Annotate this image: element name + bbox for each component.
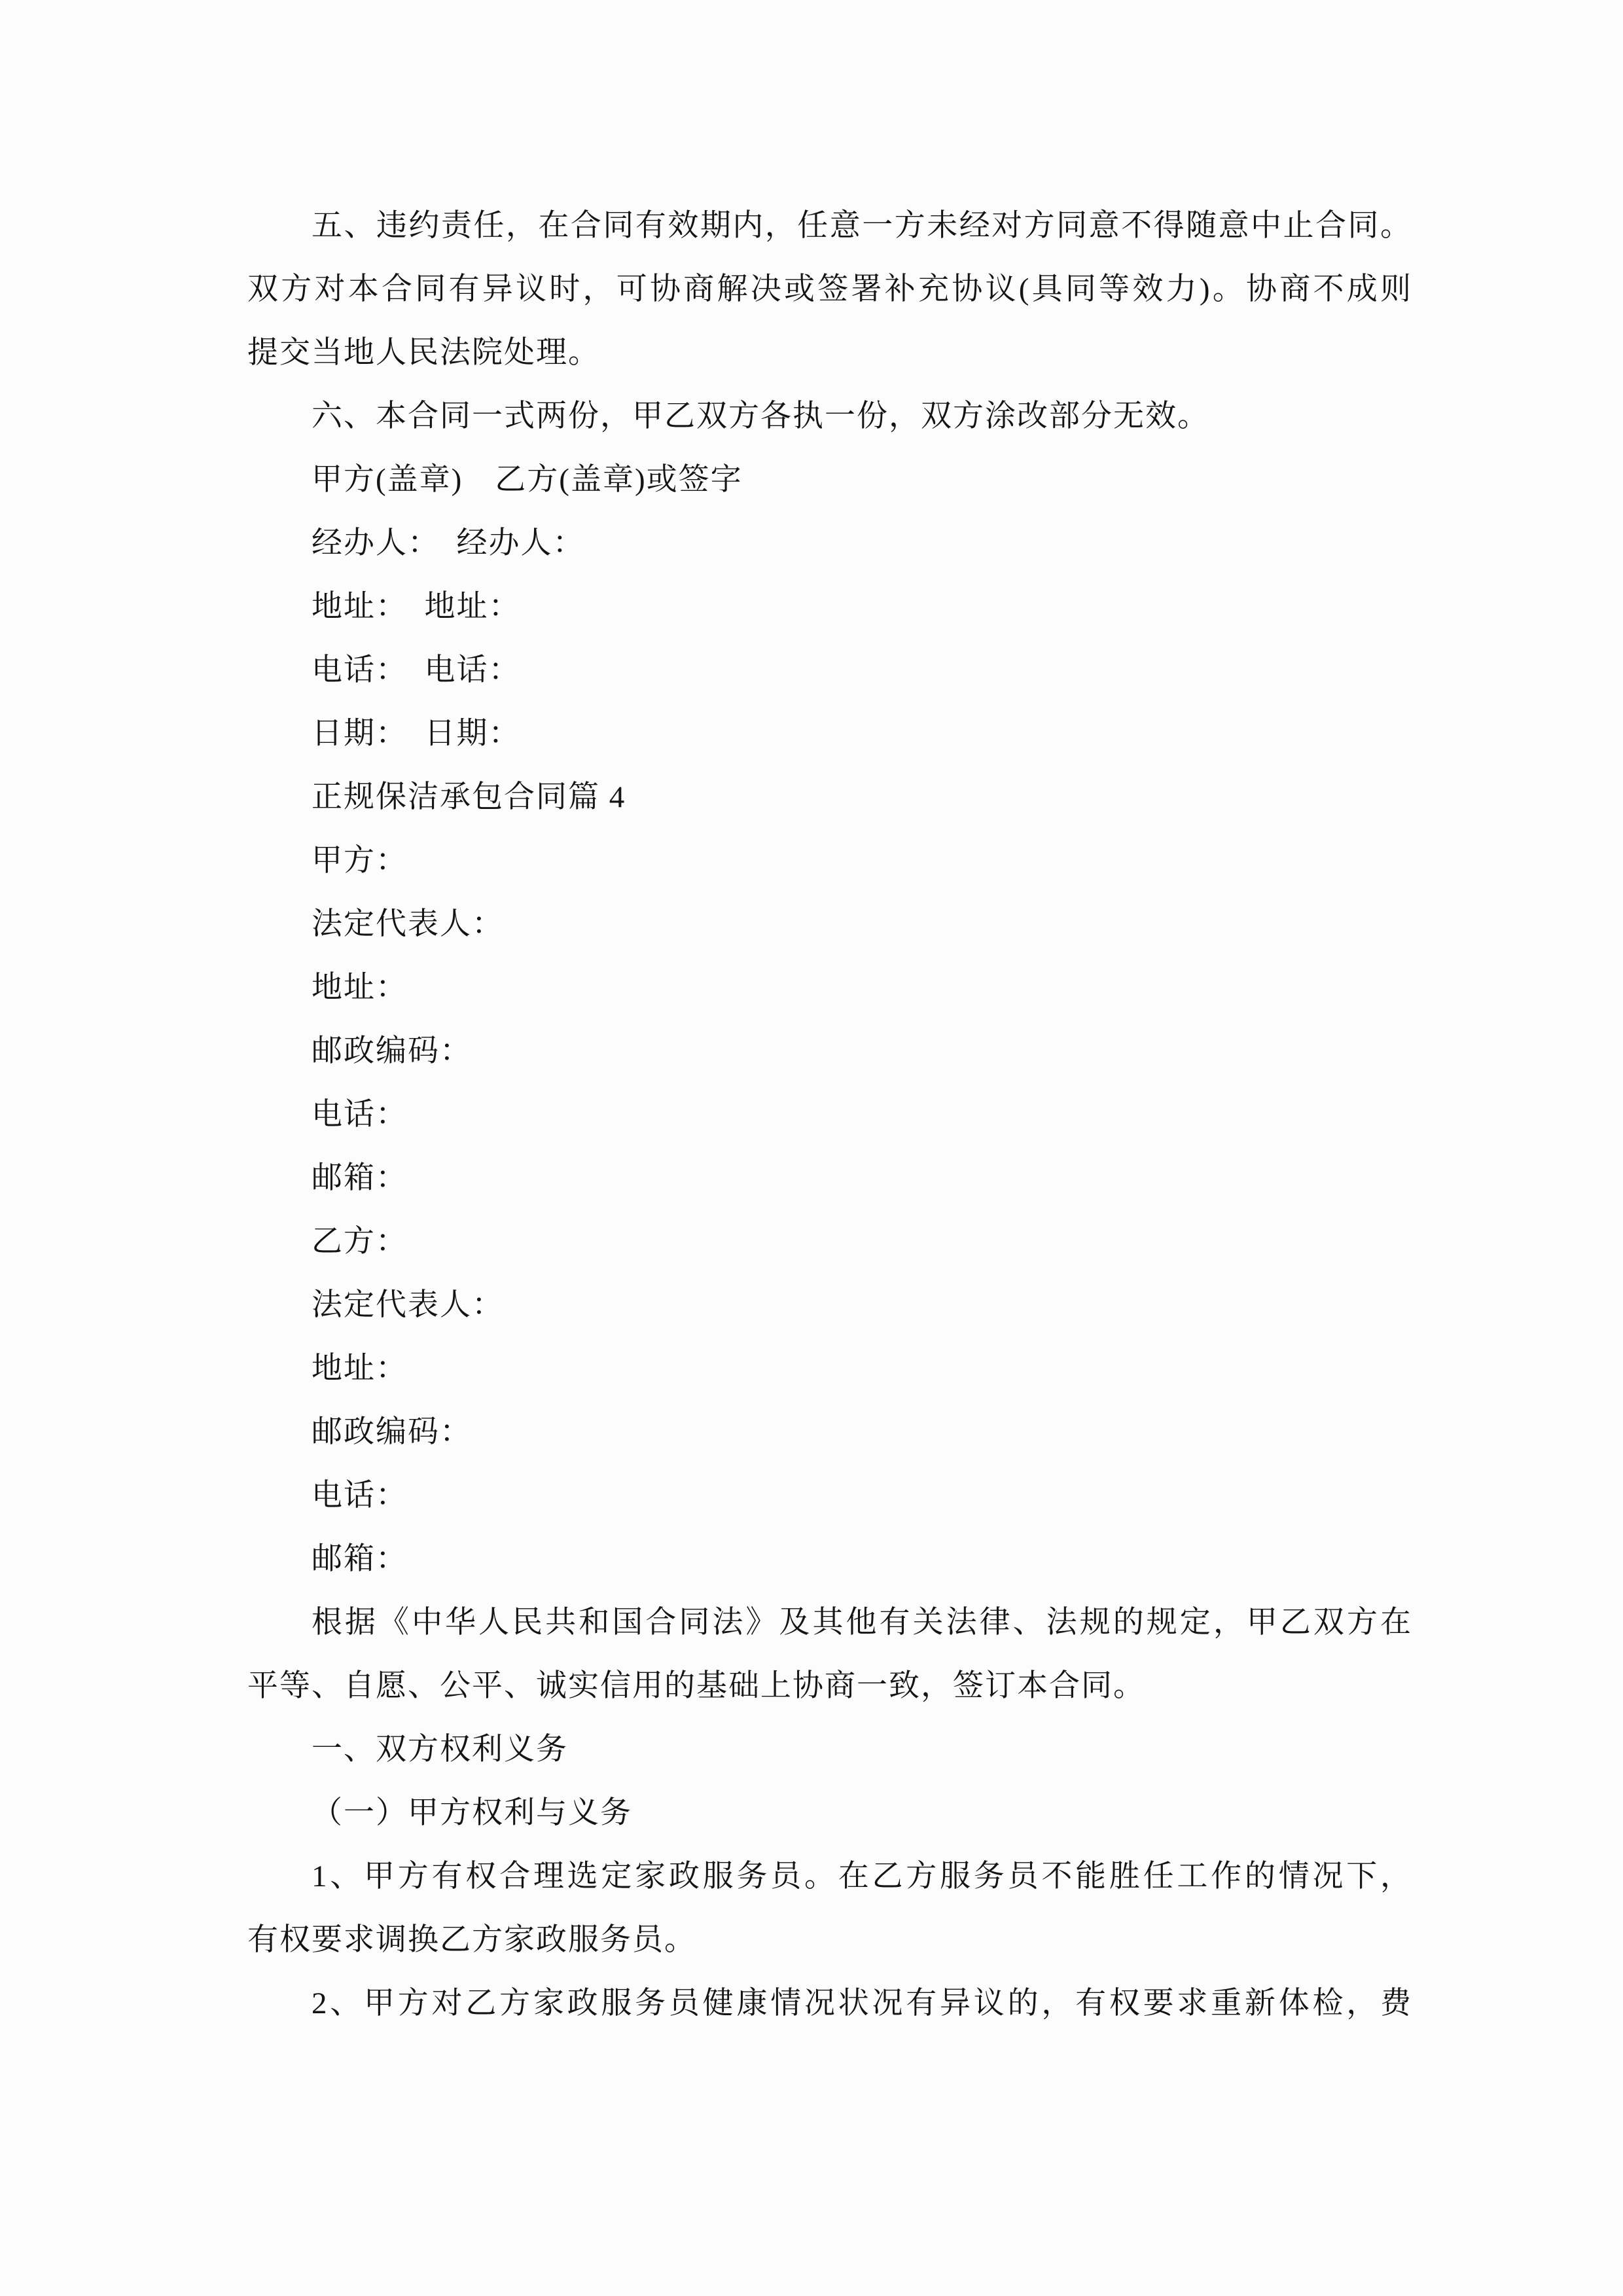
- phone-label: 电话：: [312, 1479, 408, 1513]
- subsection-heading: （一）甲方权利与义务: [312, 1796, 632, 1830]
- document-body: [247, 194, 1412, 2036]
- address-label: 地址：: [312, 1352, 408, 1386]
- text-line: 提交当地人民法院处理。: [247, 336, 600, 370]
- postal-code-label: 邮政编码：: [312, 1034, 472, 1068]
- signature-line: 甲方(盖章) 乙方(盖章)或签字: [312, 463, 743, 497]
- text-line: 平等、自愿、公平、诚实信用的基础上协商一致，签订本合同。: [247, 1669, 1145, 1703]
- address-label: 地址：: [312, 971, 408, 1005]
- phone-label: 电话：: [312, 1098, 408, 1132]
- email-label: 邮箱：: [312, 1542, 408, 1576]
- text-line: 根据《中华人民共和国合同法》及其他有关法律、法规的规定，甲乙双方在: [312, 1605, 1412, 1640]
- text-line: 1、甲方有权合理选定家政服务员。在乙方服务员不能胜任工作的情况下，: [312, 1859, 1412, 1893]
- date-label-line: 日期： 日期：: [312, 717, 521, 751]
- email-label: 邮箱：: [312, 1161, 408, 1195]
- text-line: 五、违约责任，在合同有效期内，任意一方未经对方同意不得随意中止合同。: [312, 209, 1412, 243]
- text-line: 有权要求调换乙方家政服务员。: [247, 1923, 696, 1957]
- party-a-label: 甲方：: [312, 844, 408, 878]
- text-line: 双方对本合同有异议时，可协商解决或签署补充协议(具同等效力)。协商不成则: [247, 272, 1412, 306]
- legal-representative-label: 法定代表人：: [312, 907, 504, 941]
- party-b-label: 乙方：: [312, 1225, 408, 1259]
- text-line: 2、甲方对乙方家政服务员健康情况状况有异议的，有权要求重新体检，费: [312, 1986, 1412, 2020]
- phone-label-line: 电话： 电话：: [312, 653, 521, 687]
- section-heading: 一、双方权利义务: [312, 1732, 568, 1767]
- legal-representative-label: 法定代表人：: [312, 1288, 504, 1322]
- handler-label-line: 经办人： 经办人：: [312, 526, 585, 560]
- postal-code-label: 邮政编码：: [312, 1415, 472, 1449]
- article-title: 正规保洁承包合同篇 4: [312, 780, 626, 814]
- text-line: 六、本合同一式两份，甲乙双方各执一份，双方涂改部分无效。: [312, 399, 1209, 433]
- address-label-line: 地址： 地址：: [312, 590, 521, 624]
